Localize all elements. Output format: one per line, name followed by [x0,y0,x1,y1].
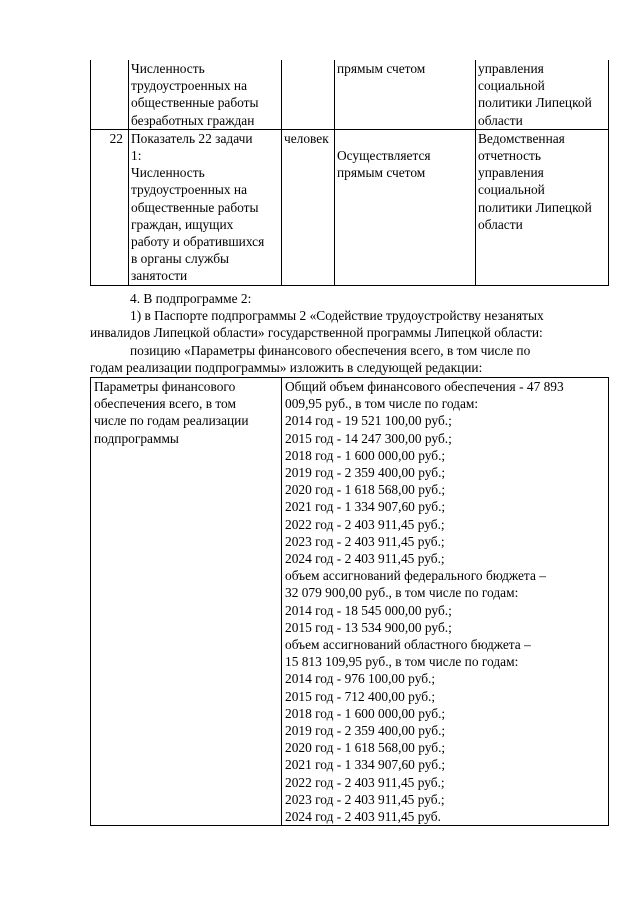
finance-label-cell: Параметры финансового обеспечения всего, в том числе по годам реализации подпрограммы [91,378,282,826]
unit-cell [282,60,335,129]
indicators-table [90,60,609,286]
source-cell: Ведомственная отчетность управления социальной политики Липецкой области [476,129,609,285]
source-cell: управления социальной политики Липецкой области [476,60,609,129]
row-number [91,60,129,129]
finance-values-cell: Общий объем финансового обеспечения - 47 893 009,95 руб., в том числе по годам: 2014 год - 19 521 100,00 руб.; 2015 год - 14 247 300,00 руб.; 2018 год - 1 600 000,00 руб.; 2019 год - 2 359 400,00 руб.; 2020 год - 1 618 568,00 руб.; 2021 год - 1 334 907,60 руб.; 2022 год - 2 403 911,45 руб.; 2023 год - 2 403 911,45 руб.; 2024 год - 2 403 911,45 руб.; объем ассигнований федерального бюджета – 32 079 900,00 руб., в том числе по годам: 2014 год - 18 545 000,00 руб.; 2015 год - 13 534 900,00 руб.; объем ассигнований областного бюджета – 15 813 109,95 руб., в том числе по годам: 2014 год - 976 100,00 руб.; 2015 год - 712 400,00 руб.; 2018 год - 1 600 000,00 руб.; 2019 год - 2 359 400,00 руб.; 2020 год - 1 618 568,00 руб.; 2021 год - 1 334 907,60 руб.; 2022 год - 2 403 911,45 руб.; 2023 год - 2 403 911,45 руб.; 2024 год - 2 403 911,45 руб. [282,378,609,826]
indicator-cell: Численность трудоустроенных на общественные работы безработных граждан [129,60,282,129]
finance-table [90,377,609,826]
table-row [91,60,609,129]
method-cell: прямым счетом [335,60,476,129]
row-number: 22 [91,129,129,285]
table-row [91,378,609,826]
paragraph-passport [90,307,608,341]
method-cell: Осуществляется прямым счетом [335,129,476,285]
paragraph-line: годам реализации подпрограммы» изложить в следующей редакции: [90,360,483,376]
paragraph-line: инвалидов Липецкой области» государственной программы Липецкой области: [90,325,543,341]
paragraph-position [90,342,608,376]
paragraph-line: позицию «Параметры финансового обеспечения всего, в том числе по [130,343,531,358]
paragraph-subprogram-2: 4. В подпрограмме 2: [130,291,252,306]
table-row [91,129,609,285]
indicator-cell: Показатель 22 задачи 1: Численность трудоустроенных на общественные работы граждан, ищущих работу и обратившихся в органы службы занятости [129,129,282,285]
unit-cell: человек [282,129,335,285]
paragraph-line: 1) в Паспорте подпрограммы 2 «Содействие трудоустройству незанятых [130,308,544,323]
